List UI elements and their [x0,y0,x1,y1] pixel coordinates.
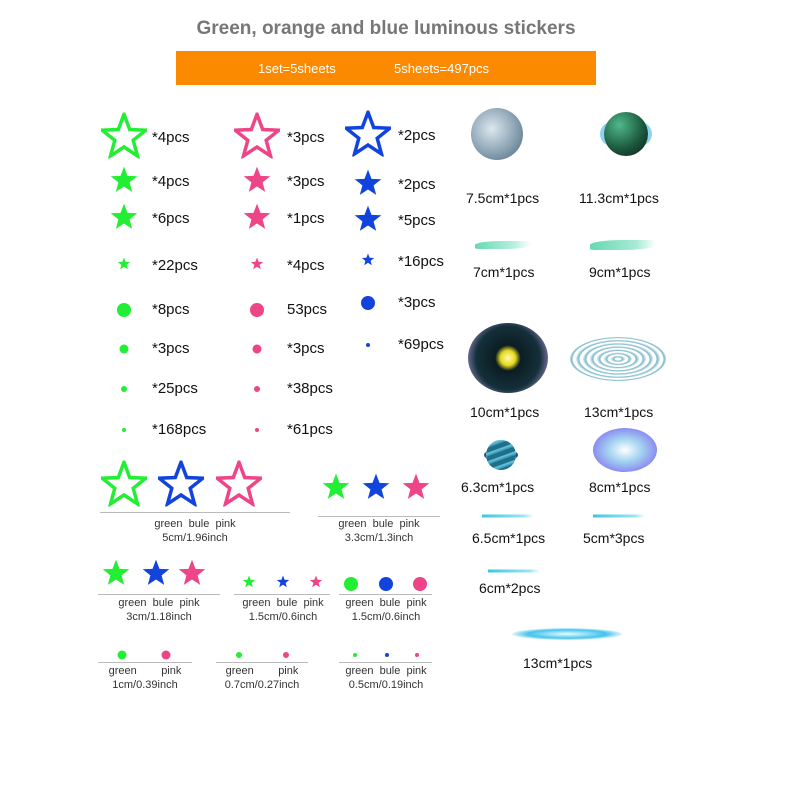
green-outline-star-icon [101,461,147,512]
size-ruler-line [339,662,432,663]
pink-star-icon [243,166,271,199]
pink-dot-icon [255,428,259,432]
blue-star-icon [362,253,375,271]
space-sticker-size: 9cm*1pcs [589,264,651,280]
pink-dot-icon [415,653,419,657]
pink-star-icon [402,473,430,506]
sticker-count: *168pcs [152,421,207,438]
space-sticker-size: 7cm*1pcs [473,264,535,280]
size-ruler-line [100,512,290,513]
pink-dot-icon [283,652,289,658]
space-sticker-size: 6.3cm*1pcs [461,479,535,495]
green-star-icon [322,473,350,506]
size-ruler-line [234,594,330,595]
pink-dot-icon [413,577,427,591]
legend-size: 0.7cm/0.27inch [224,679,300,691]
pink-dot-icon [250,303,264,317]
green-star-icon [243,575,256,593]
size-ruler-line [98,662,192,663]
blue-star-icon [354,169,382,202]
legend-color-names: green bule pink [154,518,236,530]
pink-star-icon [251,257,264,275]
sheet-count-banner [176,51,596,85]
sticker-count: *4pcs [287,257,325,274]
green-star-icon [102,559,130,592]
legend-size: 1cm/0.39inch [112,679,178,691]
sticker-count: *2pcs [398,127,436,144]
green-dot-icon [117,303,131,317]
legend-size: 1.5cm/0.6inch [351,611,421,623]
blue-star-icon [354,205,382,238]
moon-sticker-icon [471,108,523,160]
sticker-count: *61pcs [287,421,333,438]
blue-star-icon [142,559,170,592]
page-title: Green, orange and blue luminous stickers [196,18,576,39]
pink-dot-icon [162,651,171,660]
streak-sticker-icon [593,515,645,518]
ringed-green-planet-sticker-icon [604,112,648,156]
banner-set-text: 1set=5sheets [258,61,336,76]
legend-size: 5cm/1.96inch [162,532,228,544]
sticker-count: *2pcs [398,176,436,193]
pink-star-icon [310,575,323,593]
sticker-count: *69pcs [398,336,444,353]
space-sticker-size: 13cm*1pcs [523,655,593,671]
blue-star-icon [277,575,290,593]
sticker-count: *3pcs [287,340,325,357]
sticker-count: *6pcs [152,210,190,227]
space-sticker-size: 6.5cm*1pcs [472,530,546,546]
green-star-icon [110,203,138,236]
sticker-count: *3pcs [152,340,190,357]
streak-sticker-icon [488,570,540,573]
blue-dot-icon [385,653,389,657]
sticker-count: *3pcs [398,294,436,311]
legend-color-names: green bule pink [118,597,200,609]
legend-color-names: green pink [225,665,299,677]
pink-star-icon [178,559,206,592]
legend-size: 1.5cm/0.6inch [248,611,318,623]
space-sticker-size: 10cm*1pcs [470,404,540,420]
pink-star-icon [243,203,271,236]
pink-outline-star-icon [234,113,280,164]
streak-sticker-icon [482,515,534,518]
oval-nebula-sticker-icon [593,428,657,472]
legend-color-names: green pink [108,665,182,677]
space-sticker-size: 6cm*2pcs [479,580,541,596]
sticker-count: 53pcs [287,301,328,318]
banner-total-text: 5sheets=497pcs [394,61,490,76]
milky-way-sticker-icon [512,628,622,640]
green-star-icon [110,166,138,199]
legend-size: 0.5cm/0.19inch [348,679,424,691]
green-dot-icon [121,386,127,392]
size-ruler-line [339,594,432,595]
legend-color-names: green bule pink [338,518,420,530]
blue-star-icon [362,473,390,506]
pink-dot-icon [253,345,262,354]
pink-dot-icon [254,386,260,392]
sticker-count: *4pcs [152,173,190,190]
space-sticker-size: 5cm*3pcs [583,530,645,546]
meteor-sticker-icon [590,240,656,250]
legend-size: 3cm/1.18inch [126,611,192,623]
pink-outline-star-icon [216,461,262,512]
green-dot-icon [344,577,358,591]
sticker-count: *16pcs [398,253,444,270]
green-dot-icon [236,652,242,658]
blue-dot-icon [366,343,370,347]
space-sticker-size: 8cm*1pcs [589,479,651,495]
blue-dot-icon [379,577,393,591]
meteor-small-sticker-icon [475,241,531,249]
space-sticker-size: 7.5cm*1pcs [466,190,540,206]
legend-color-names: green bule pink [345,597,427,609]
sun-nebula-sticker-icon [468,323,548,393]
size-ruler-line [98,594,220,595]
green-dot-icon [120,345,129,354]
blue-outline-star-icon [158,461,204,512]
space-sticker-size: 13cm*1pcs [584,404,654,420]
sticker-count: *4pcs [152,129,190,146]
green-outline-star-icon [101,113,147,164]
sticker-count: *22pcs [152,257,198,274]
size-ruler-line [216,662,308,663]
sticker-count: *8pcs [152,301,190,318]
green-dot-icon [353,653,357,657]
sticker-count: *38pcs [287,380,333,397]
size-ruler-line [318,516,440,517]
blue-dot-icon [361,296,375,310]
legend-color-names: green bule pink [242,597,324,609]
spiral-galaxy-sticker-icon [570,337,666,381]
sticker-count: *5pcs [398,212,436,229]
sticker-count: *3pcs [287,173,325,190]
space-sticker-size: 11.3cm*1pcs [579,190,659,206]
green-dot-icon [118,651,127,660]
legend-size: 3.3cm/1.3inch [344,532,414,544]
legend-color-names: green bule pink [345,665,427,677]
sticker-count: *1pcs [287,210,325,227]
saturn-sticker-icon [486,440,516,470]
sticker-count: *25pcs [152,380,198,397]
green-dot-icon [122,428,126,432]
green-star-icon [118,257,131,275]
sticker-count: *3pcs [287,129,325,146]
blue-outline-star-icon [345,111,391,162]
